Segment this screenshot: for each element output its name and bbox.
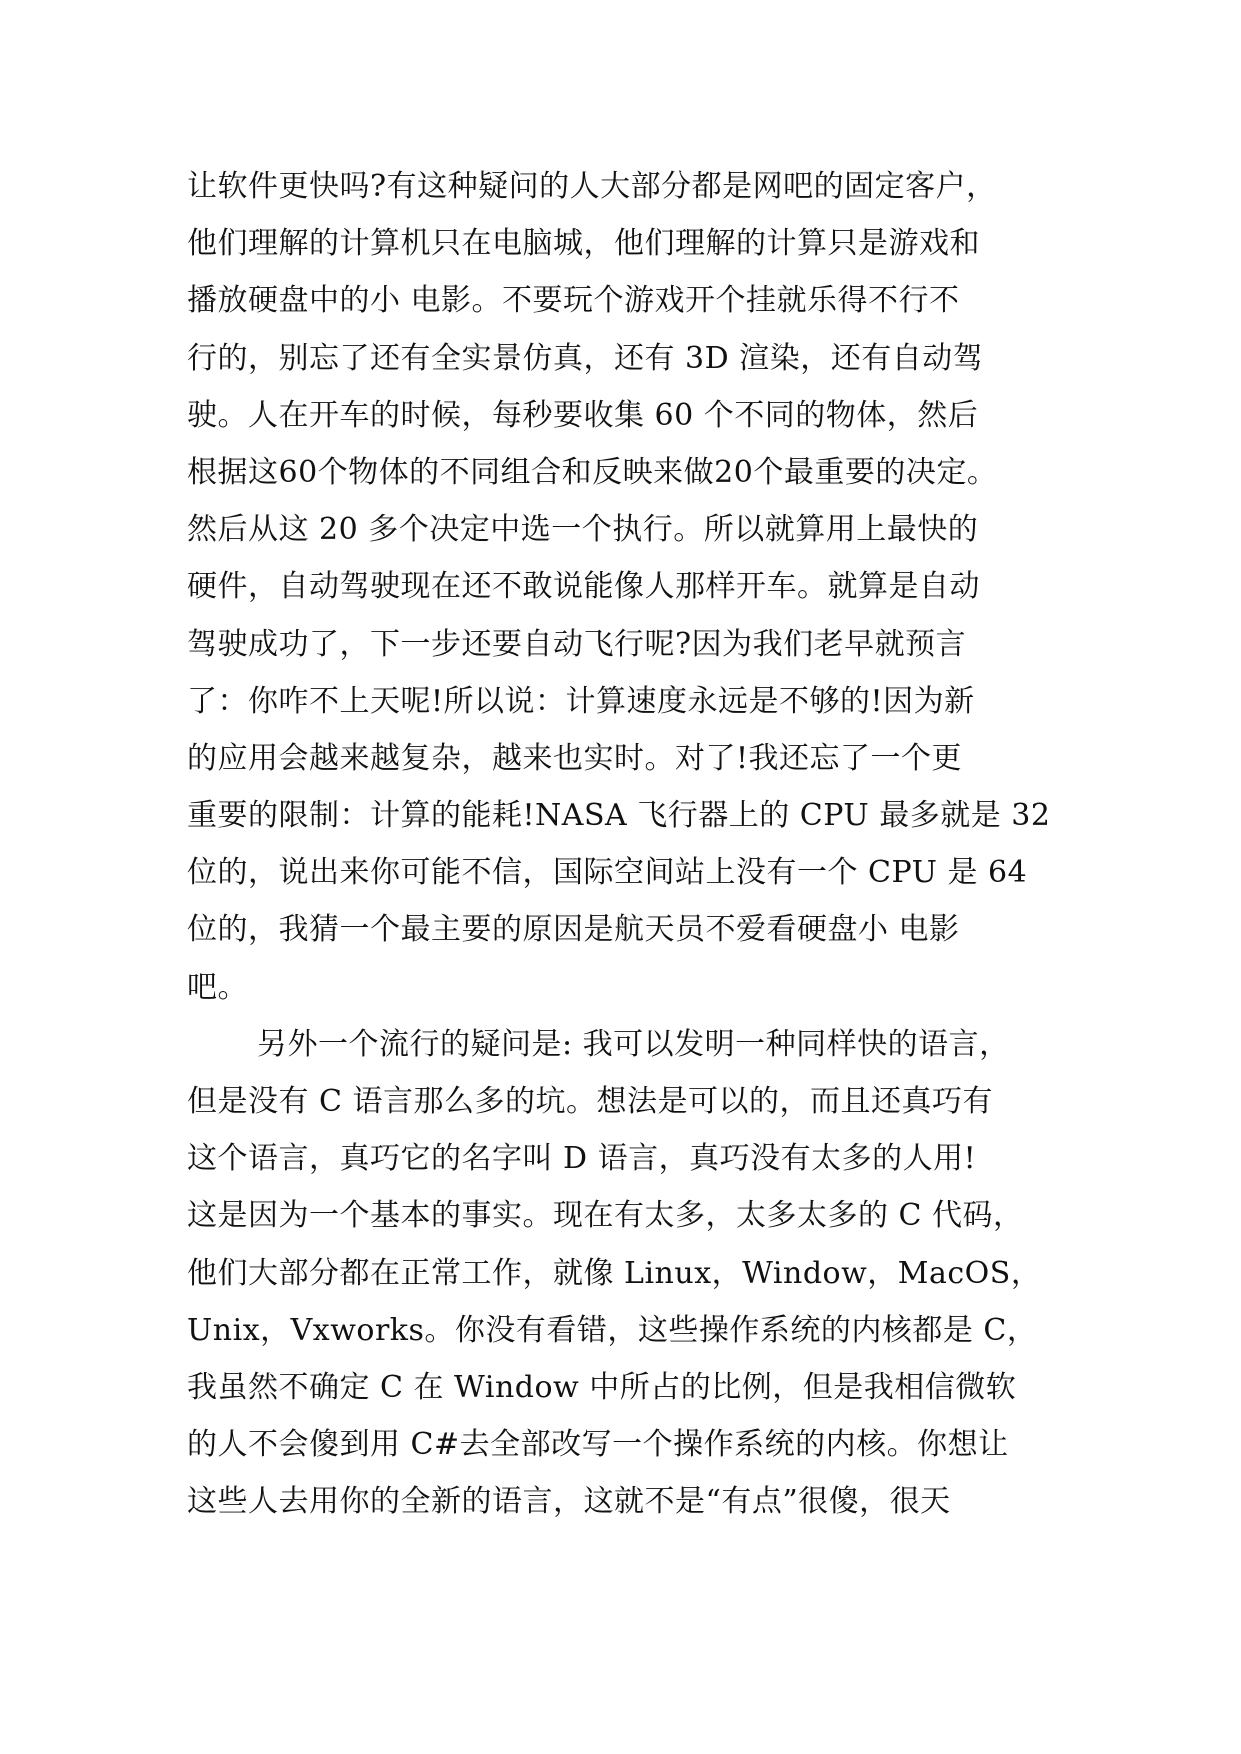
text-line: 的人不会傻到用 C#去全部改写一个操作系统的内核。你想让 [187, 1427, 1009, 1463]
text-line: 让软件更快吗?有这种疑问的人大部分都是网吧的固定客户， [187, 169, 997, 204]
text-line: 我虽然不确定 C 在 Window 中所占的比例，但是我相信微软 [187, 1369, 1017, 1405]
text-line: 位的，说出来你可能不信，国际空间站上没有一个 CPU 是 64 [187, 855, 1028, 891]
text-line: 位的，我猜一个最主要的原因是航天员不爱看硬盘小 电影 [187, 912, 960, 948]
text-line: 行的，别忘了还有全实景仿真，还有 3D 渲染，还有自动驾 [187, 340, 984, 376]
text-line: 了：你咋不上天呢!所以说：计算速度永远是不够的!因为新 [187, 683, 975, 719]
text-line: 根据这60个物体的不同组合和反映来做20个最重要的决定。 [187, 454, 998, 490]
text-line: 他们理解的计算机只在电脑城，他们理解的计算只是游戏和 [187, 226, 980, 262]
text-line: 的应用会越来越复杂，越来也实时。对了!我还忘了一个更 [187, 740, 963, 776]
body-text [187, 158, 1057, 1531]
text-line: 重要的限制：计算的能耗!NASA 飞行器上的 CPU 最多就是 32 [187, 798, 1051, 834]
text-line: 播放硬盘中的小 电影。不要玩个游戏开个挂就乐得不行不 [187, 283, 960, 319]
text-line: 然后从这 20 多个决定中选一个执行。所以就算用上最快的 [187, 512, 979, 548]
text-line: Unix，Vxworks。你没有看错，这些操作系统的内核都是 C， [187, 1312, 1038, 1348]
text-line: 吧。 [187, 969, 248, 1005]
text-line: 这些人去用你的全新的语言，这就不是“有点”很傻，很天 [187, 1484, 951, 1520]
text-line: 但是没有 C 语言那么多的坑。想法是可以的，而且还真巧有 [187, 1084, 994, 1119]
text-line: 这是因为一个基本的事实。现在有太多，太多太多的 C 代码， [187, 1198, 1024, 1234]
text-line: 驾驶成功了，下一步还要自动飞行呢?因为我们老早就预言 [187, 626, 967, 662]
text-line: 硬件，自动驾驶现在还不敢说能像人那样开车。就算是自动 [187, 569, 980, 605]
text-line: 他们大部分都在正常工作，就像 Linux，Window，MacOS， [187, 1255, 1042, 1291]
text-line: 这个语言，真巧它的名字叫 D 语言，真巧没有太多的人用! [187, 1141, 977, 1177]
text-line: 驶。人在开车的时候，每秒要收集 60 个不同的物体，然后 [187, 397, 979, 433]
paragraph-start-line: 另外一个流行的疑问是: 我可以发明一种同样快的语言， [257, 1026, 1010, 1062]
